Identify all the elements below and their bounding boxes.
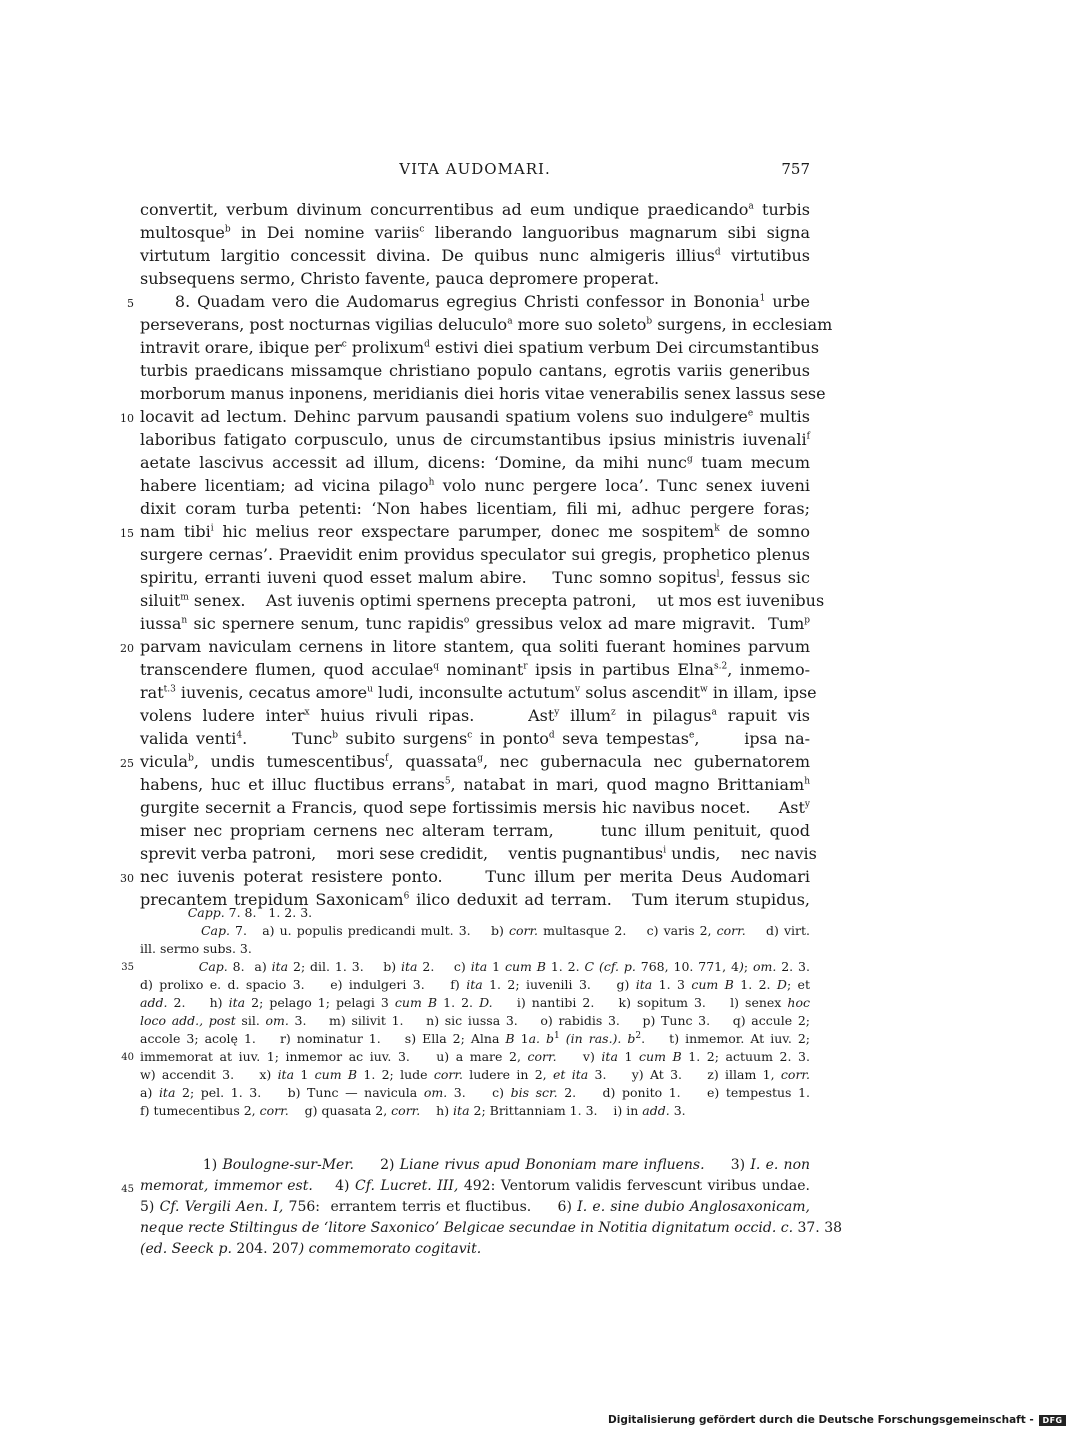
text-line [140, 543, 810, 566]
line-text: 1) Boulogne-sur-Mer. 2) Liane rivus apud Bononiam mare influens. 3) I. e. non [140, 1157, 811, 1173]
line-number: 35 [121, 962, 134, 973]
apparatus-line [140, 1084, 810, 1102]
apparatus-line [140, 1066, 810, 1084]
line-text: dixit coram turba petenti: ‘Non habes licentiam, fili mi, adhuc pergere foras; [140, 499, 810, 518]
text-line [140, 474, 810, 497]
text-line [140, 704, 810, 727]
apparatus-line [140, 940, 810, 958]
line-text: habere licentiam; ad vicina pilago$^h$ volo nunc pergere loca’. Tunc senex iuveni [140, 476, 810, 495]
apparatus-line [121, 958, 810, 976]
footer-text: Digitalisierung gefördert durch die Deutsche Forschungsgemeinschaft - [608, 1414, 1034, 1426]
line-text: Cap. 7. a) u. populis predicandi mult. 3. b) corr. multasque 2. c) varis 2, corr. d) virt. [200, 923, 810, 938]
line-text: spiritu, erranti iuveni quod esset malum abire. Tunc somno sopitus$^l$, fessus sic [140, 568, 811, 587]
page-header [140, 160, 810, 184]
line-text: transcendere flumen, quod acculae$^q$ nominant$^r$ ipsis in partibus Elna$^{s.2}$, inmemo- [140, 660, 811, 679]
text-line [140, 681, 817, 704]
line-text: morborum manus inponens, meridianis diei horis vitae venerabilis senex lassus sese [140, 384, 826, 403]
line-text: immemorat at iuv. 1; inmemor ac iuv. 3. u) a mare 2, corr. v) ita 1 cum B 1. 2; actuum 2. 3. [140, 1049, 810, 1064]
line-text: convertit, verbum divinum concurrentibus ad eum undique praedicando$^a$ turbis [140, 200, 810, 219]
line-number: 40 [121, 1052, 134, 1063]
text-line [140, 267, 810, 290]
line-text: d) prolixo e. d. spacio 3. e) indulgeri 3. f) ita 1. 2; iuvenili 3. g) ita 1. 3 cum B 1. 2. D; et [140, 977, 810, 992]
text-line [140, 727, 810, 750]
text-line [140, 497, 810, 520]
apparatus-line [140, 922, 810, 940]
line-text: turbis praedicans missamque christiano populo cantans, egrotis variis generibus [140, 361, 810, 380]
text-line [140, 198, 810, 221]
line-text: f) tumecentibus 2, corr. g) quasata 2, corr. h) ita 2; Brittanniam 1. 3. i) in add. 3. [140, 1103, 686, 1118]
text-line [140, 842, 817, 865]
line-text: nam tibi$^i$ hic melius reor exspectare parumper, donec me sospitem$^k$ de somno [140, 522, 810, 541]
line-number: 15 [120, 527, 134, 540]
text-line [120, 635, 810, 658]
line-number: 5 [127, 297, 134, 310]
line-text: accole 3; acolę 1. r) nominatur 1. s) Ella 2; Alna B 1a. $b^1$ (in ras.). $b^2$. t) inmemor. At iuv. 2; [140, 1030, 810, 1046]
text-line [140, 773, 810, 796]
text-line [140, 221, 810, 244]
text-line [120, 750, 811, 773]
dfg-logo: DFG [1039, 1415, 1065, 1426]
line-text: vicula$^b$, undis tumescentibus$^f$, quassata$^g$, nec gubernacula nec gubernatorem [140, 752, 811, 771]
line-text: w) accendit 3. x) ita 1 cum B 1. 2; lude corr. ludere in 2, et ita 3. y) At 3. z) illam 1, corr. [140, 1067, 810, 1082]
main-text [120, 198, 833, 911]
source-note-line [140, 1239, 810, 1260]
line-text: loco add., post sil. om. 3. m) silivit 1. n) sic iussa 3. o) rabidis 3. p) Tunc 3. q) accule 2; [140, 1013, 810, 1028]
text-line [140, 796, 810, 819]
critical-apparatus [121, 904, 810, 1120]
text-line [140, 428, 810, 451]
line-text: neque recte Stiltingus de ‘litore Saxonico’ Belgicae secundae in Notitia dignitatum occid. c. 37. 38 [140, 1220, 843, 1236]
line-text: ill. sermo subs. 3. [140, 941, 252, 956]
line-number: 30 [120, 872, 134, 885]
line-text: a) ita 2; pel. 1. 3. b) Tunc — navicula om. 3. c) bis scr. 2. d) ponito 1. e) tempestus 1. [140, 1085, 810, 1100]
line-text: Cap. 8. a) ita 2; dil. 1. 3. b) ita 2. c) ita 1 cum B 1. 2. C (cf. p. 768, 10. 771, 4); om. 2. 3. [198, 959, 810, 974]
line-text: siluit$^m$ senex. Ast iuvenis optimi spernens precepta patroni, ut mos est iuvenibus [140, 591, 825, 610]
line-text: multosque$^b$ in Dei nomine variis$^c$ liberando languoribus magnarum sibi signa [140, 223, 810, 242]
line-text: laboribus fatigato corpusculo, unus de circumstantibus ipsius ministris iuvenali$^f$ [140, 430, 810, 449]
text-line [140, 589, 825, 612]
line-text: gurgite secernit a Francis, quod sepe fortissimis mersis hic navibus nocet. Ast$^y$ [140, 798, 810, 817]
line-text: subsequens sermo, Christo favente, pauca depromere properat. [140, 269, 660, 288]
line-text: intravit orare, ibique per$^c$ prolixum$^d$ estivi diei spatium verbum Dei circumstantibus [140, 338, 820, 357]
text-line [140, 336, 820, 359]
page-number: 757 [781, 160, 810, 178]
running-title: VITA AUDOMARI. [399, 160, 551, 178]
text-line [140, 566, 810, 589]
line-text: locavit ad lectum. Dehinc parvum pausandi spatium volens suo indulgere$^e$ multis [140, 407, 810, 426]
text-line [140, 313, 833, 336]
line-text: precantem trepidum Saxonicam$^6$ ilico deduxit ad terram. Tum iterum stupidus, [140, 890, 810, 909]
line-text: aetate lascivus accessit ad illum, dicens: ‘Domine, da mihi nunc$^g$ tuam mecum [140, 453, 810, 472]
line-text: miser nec propriam cernens nec alteram terram, tunc illum penituit, quod [140, 821, 810, 840]
text-line [120, 520, 810, 543]
text-line [140, 658, 810, 681]
line-text: rat$^{t.3}$ iuvenis, cecatus amore$^u$ ludi, inconsulte actutum$^v$ solus ascendit$^w$ in illam, ipse [140, 683, 817, 702]
text-line [140, 819, 810, 842]
line-text: 8. Quadam vero die Audomarus egregius Christi confessor in Bononia$^1$ urbe [140, 292, 811, 311]
text-line [140, 612, 810, 635]
line-text: virtutum largitio concessit divina. De quibus nunc almigeris illius$^d$ virtutibus [140, 246, 810, 265]
text-line [120, 405, 810, 428]
line-text: iussa$^n$ sic spernere senum, tunc rapidis$^o$ gressibus velox ad mare migravit. Tum$^p$ [140, 614, 811, 633]
line-number: 25 [120, 757, 134, 770]
apparatus-line [140, 976, 810, 994]
line-text: memorat, immemor est. 4) Cf. Lucret. III, 492: Ventorum validis fervescunt viribus undae. [140, 1178, 811, 1194]
source-note-line [140, 1155, 810, 1176]
line-text: nec iuvenis poterat resistere ponto. Tunc illum per merita Deus Audomari [140, 867, 810, 886]
source-note-line [140, 1218, 843, 1239]
apparatus-line [140, 1012, 810, 1030]
line-text: parvam naviculam cernens in litore stantem, qua soliti fuerant homines parvum [140, 637, 810, 656]
apparatus-line [140, 1102, 810, 1120]
line-text: perseverans, post nocturnas vigilias deluculo$^a$ more suo soleto$^b$ surgens, in ecclesiam [140, 315, 833, 334]
source-notes [121, 1155, 843, 1260]
line-number: 20 [120, 642, 134, 655]
apparatus-line [140, 904, 810, 922]
footer [608, 1414, 1063, 1430]
text-line [140, 382, 826, 405]
line-text: habens, huc et illuc fluctibus errans$^5$, natabat in mari, quod magno Brittaniam$^h$ [140, 775, 811, 794]
line-number: 10 [120, 412, 134, 425]
source-note-line [140, 1197, 810, 1218]
text-line [127, 290, 811, 313]
apparatus-line [140, 994, 810, 1012]
line-text: (ed. Seeck p. 204. 207) commemorato cogitavit. [140, 1241, 482, 1257]
line-text: 5) Cf. Vergili Aen. I, 756: errantem terris et fluctibus. 6) I. e. sine dubio Anglosaxonicam, [140, 1199, 810, 1215]
apparatus-line [121, 1048, 810, 1066]
source-note-line [121, 1176, 811, 1197]
line-text: sprevit verba patroni, mori sese credidit, ventis pugnantibus$^i$ undis, nec navis [140, 844, 817, 863]
line-number: 45 [121, 1184, 134, 1195]
line-text: volens ludere inter$^x$ huius rivuli ripas. Ast$^y$ illum$^z$ in pilagus$^a$ rapuit vis [140, 706, 810, 725]
line-text: surgere cernas’. Praevidit enim providus speculator sui gregis, prophetico plenus [140, 545, 810, 564]
line-text: valida venti$^4$. Tunc$^b$ subito surgens$^c$ in ponto$^d$ seva tempestas$^e$, ipsa na- [140, 729, 811, 748]
text-line [140, 244, 810, 267]
text-line [120, 865, 810, 888]
apparatus-line [140, 1030, 810, 1048]
line-text: Capp. 7. 8. 1. 2. 3. [187, 905, 313, 920]
line-text: add. 2. h) ita 2; pelago 1; pelagi 3 cum B 1. 2. D. i) nantibi 2. k) sopitum 3. l) senex hoc [140, 995, 810, 1010]
text-line [140, 451, 810, 474]
text-line [140, 359, 810, 382]
